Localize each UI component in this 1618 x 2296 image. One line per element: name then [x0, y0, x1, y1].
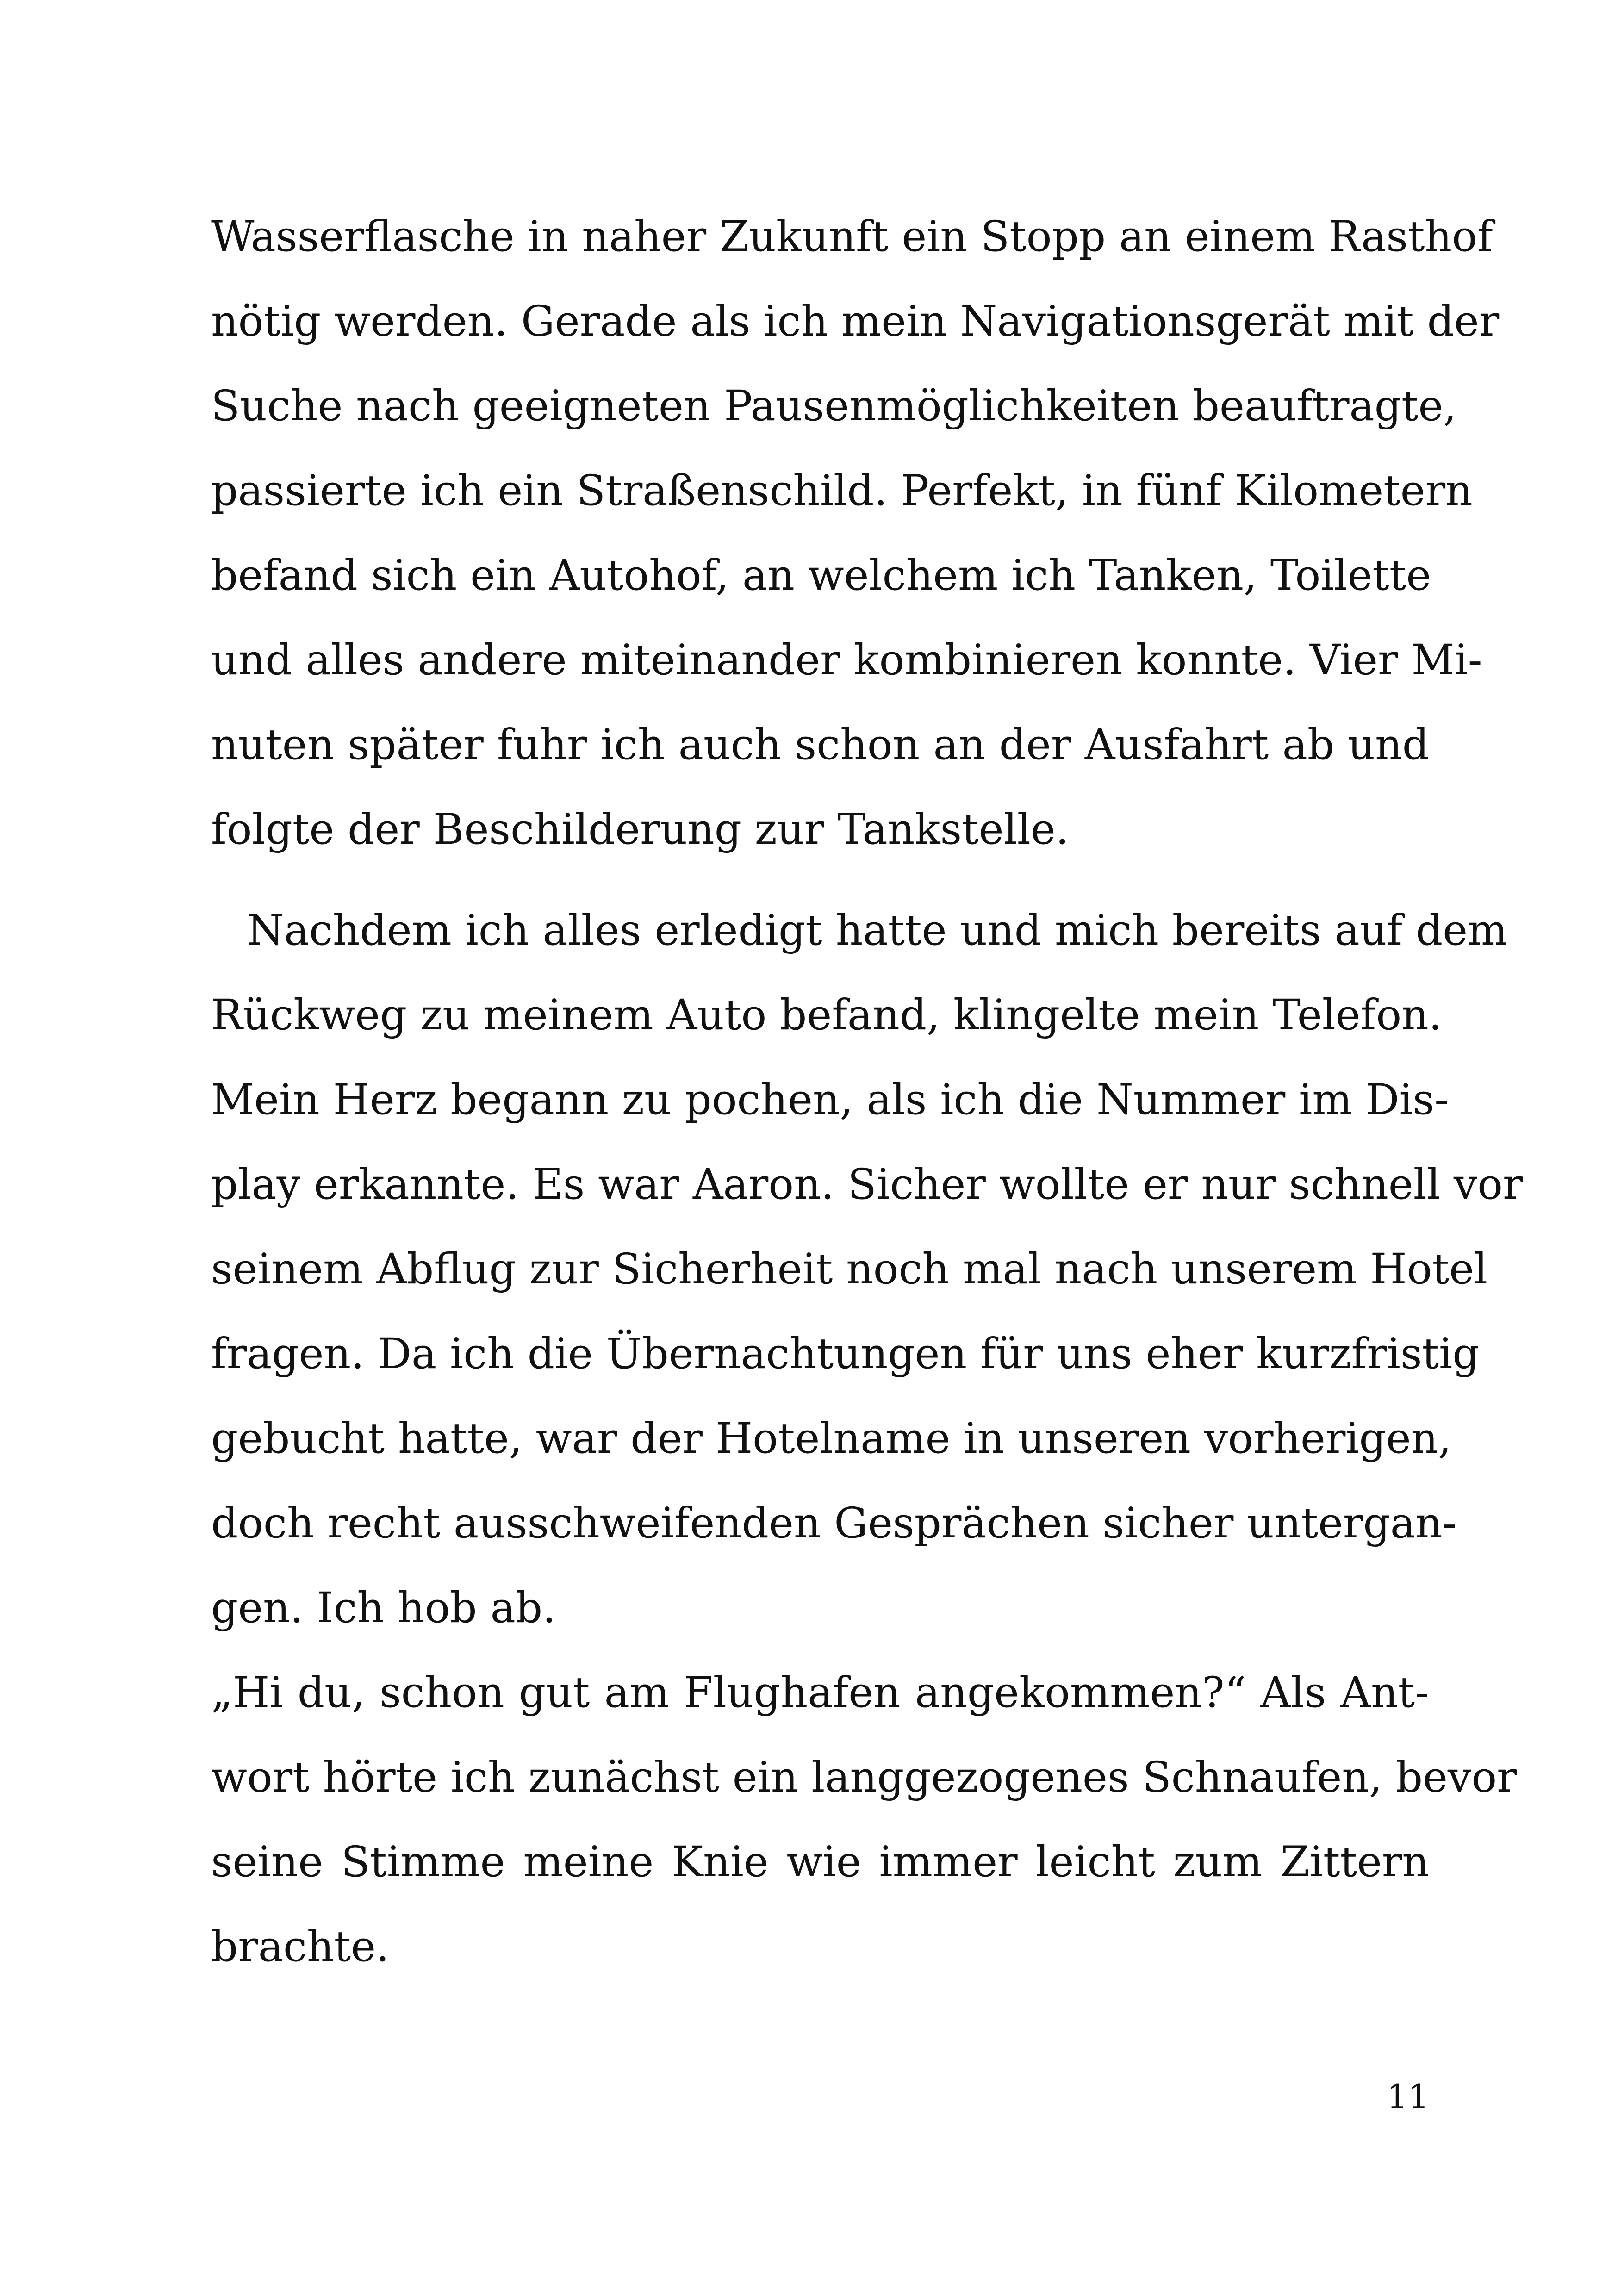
text-line: brachte. — [211, 1923, 389, 1971]
text-line: wort hörte ich zunächst ein langgezogenes Schnaufen, bevor — [211, 1753, 1517, 1802]
text-line: Wasserflasche in naher Zukunft ein Stopp an einem Rasthof — [211, 212, 1493, 261]
text-line: seinem Abflug zur Sicherheit noch mal nach unserem Hotel — [211, 1245, 1488, 1294]
text-line: befand sich ein Autohof, an welchem ich Tanken, Toilette — [211, 551, 1431, 600]
text-line: folgte der Beschilderung zur Tankstelle. — [211, 805, 1069, 854]
text-line: nötig werden. Gerade als ich mein Navigationsgerät mit der — [211, 297, 1500, 346]
text-line: Suche nach geeigneten Pausenmöglichkeiten beauftragte, — [211, 382, 1457, 430]
text-line: play erkannte. Es war Aaron. Sicher wollte er nur schnell vor — [211, 1160, 1523, 1209]
text-line: und alles andere miteinander kombinieren konnte. Vier Mi- — [211, 636, 1482, 684]
text-line: fragen. Da ich die Übernachtungen für uns eher kurzfristig — [211, 1330, 1480, 1378]
text-line: passierte ich ein Straßenschild. Perfekt, in fünf Kilometern — [211, 467, 1473, 515]
text-line: Rückweg zu meinem Auto befand, klingelte mein Telefon. — [211, 991, 1442, 1039]
text-line: gen. Ich hob ab. — [211, 1584, 556, 1632]
paragraph-1 — [211, 194, 1500, 872]
text-line: „Hi du, schon gut am Flughafen angekommen?“ Als Ant- — [211, 1668, 1429, 1717]
text-line: seine Stimme meine Knie wie immer leicht zum Zittern — [211, 1838, 1429, 1886]
text-line: gebucht hatte, war der Hotelname in unseren vorherigen, — [211, 1414, 1452, 1463]
text-line: Mein Herz begann zu pochen, als ich die Nummer im Dis- — [211, 1076, 1449, 1124]
page-number: 11 — [1387, 2077, 1429, 2116]
body-text — [211, 194, 1523, 1989]
text-line: Nachdem ich alles erledigt hatte und mich bereits auf dem — [247, 906, 1508, 955]
text-line: nuten später fuhr ich auch schon an der Ausfahrt ab und — [211, 721, 1429, 769]
text-line: doch recht ausschweifenden Gesprächen sicher untergan- — [211, 1499, 1457, 1548]
paragraph-2 — [211, 888, 1523, 1650]
paragraph-3 — [211, 1650, 1517, 1989]
